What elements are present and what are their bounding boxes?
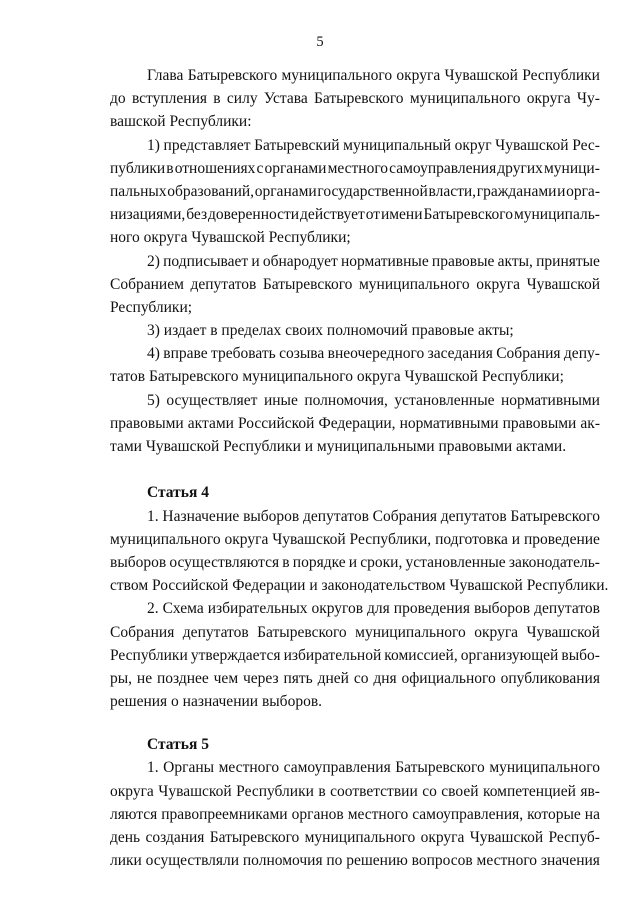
text-line: Глава Батыревского муниципального округа Чувашской Республики	[147, 67, 600, 84]
text-line: низациями, без доверенности действует от имени Батыревского муниципаль-	[110, 206, 600, 224]
paragraph	[110, 756, 600, 872]
text-line: 1. Назначение выборов депутатов Собрания депутатов Батыревского	[147, 507, 600, 525]
text-line: до вступления в силу Устава Батыревского муниципального округа Чу-	[110, 90, 600, 108]
text-line: ством Российской Федерации и законодательством Чувашской Республики.	[110, 577, 609, 595]
text-line: муниципального округа Чувашской Республики, подготовка и проведение	[110, 530, 600, 548]
text-line: пальных образований, органами государственной власти, гражданами и орга-	[110, 182, 600, 200]
paragraph	[110, 250, 600, 320]
text-line: 2. Схема избирательных округов для проведения выборов депутатов	[147, 600, 600, 618]
text-line: 5) осуществляет иные полномочия, установленные нормативными	[147, 391, 600, 409]
heading-text: Статья 4	[147, 484, 209, 502]
text-line: публики в отношениях с органами местного самоуправления других муници-	[110, 159, 600, 177]
text-line: вашской Республики:	[110, 113, 252, 131]
text-line: 3) издает в пределах своих полномочий правовые акты;	[147, 322, 514, 340]
paragraph	[110, 597, 600, 713]
text-line: Республики;	[110, 298, 193, 316]
text-line: лики осуществляли полномочия по решению вопросов местного значения	[110, 852, 600, 870]
text-line: ного округа Чувашской Республики;	[110, 229, 351, 247]
paragraph	[110, 64, 600, 134]
text-line: округа Чувашской Республики в соответствии со своей компетенцией яв-	[110, 782, 600, 800]
text-line: выборов осуществляются в порядке и сроки, установленные законодатель-	[110, 553, 600, 571]
text-line: решения о назначении выборов.	[110, 693, 323, 711]
text-line: 4) вправе требовать созыва внеочередного заседания Собрания депу-	[147, 345, 600, 363]
page-number: 5	[316, 34, 324, 50]
text-line: тами Чувашской Республики и муниципальными правовыми актами.	[110, 438, 567, 455]
text-line: день создания Батыревского муниципального округа Чувашской Респуб-	[110, 829, 600, 846]
document-body	[110, 64, 609, 872]
text-line: правовыми актами Российской Федерации, нормативными правовыми ак-	[110, 414, 600, 432]
paragraph	[110, 319, 600, 342]
text-line: ляются правопреемниками органов местного самоуправления, которые на	[110, 805, 600, 823]
text-line: ры, не позднее чем через пять дней со дня официального опубликования	[110, 669, 600, 687]
text-line: 1) представляет Батыревский муниципальный округ Чувашской Рес-	[147, 136, 600, 154]
text-line: Республики утверждается избирательной комиссией, организующей выбо-	[110, 646, 600, 664]
article-heading	[110, 481, 600, 504]
text-line: Собрания депутатов Батыревского муниципального округа Чувашской	[110, 623, 600, 641]
paragraph	[110, 505, 609, 598]
paragraph	[110, 389, 600, 459]
article-heading	[110, 733, 600, 756]
section-spacer	[110, 713, 600, 733]
text-line: Собранием депутатов Батыревского муниципального округа Чувашской	[110, 275, 600, 293]
text-line: 2) подписывает и обнародует нормативные правовые акты, принятые	[147, 252, 600, 270]
paragraph	[110, 134, 600, 250]
paragraph	[110, 342, 600, 388]
section-spacer	[110, 458, 600, 481]
heading-text: Статья 5	[147, 736, 209, 754]
text-line: 1. Органы местного самоуправления Батыревского муниципального	[147, 759, 600, 777]
text-line: татов Батыревского муниципального округа Чувашской Республики;	[110, 368, 564, 386]
